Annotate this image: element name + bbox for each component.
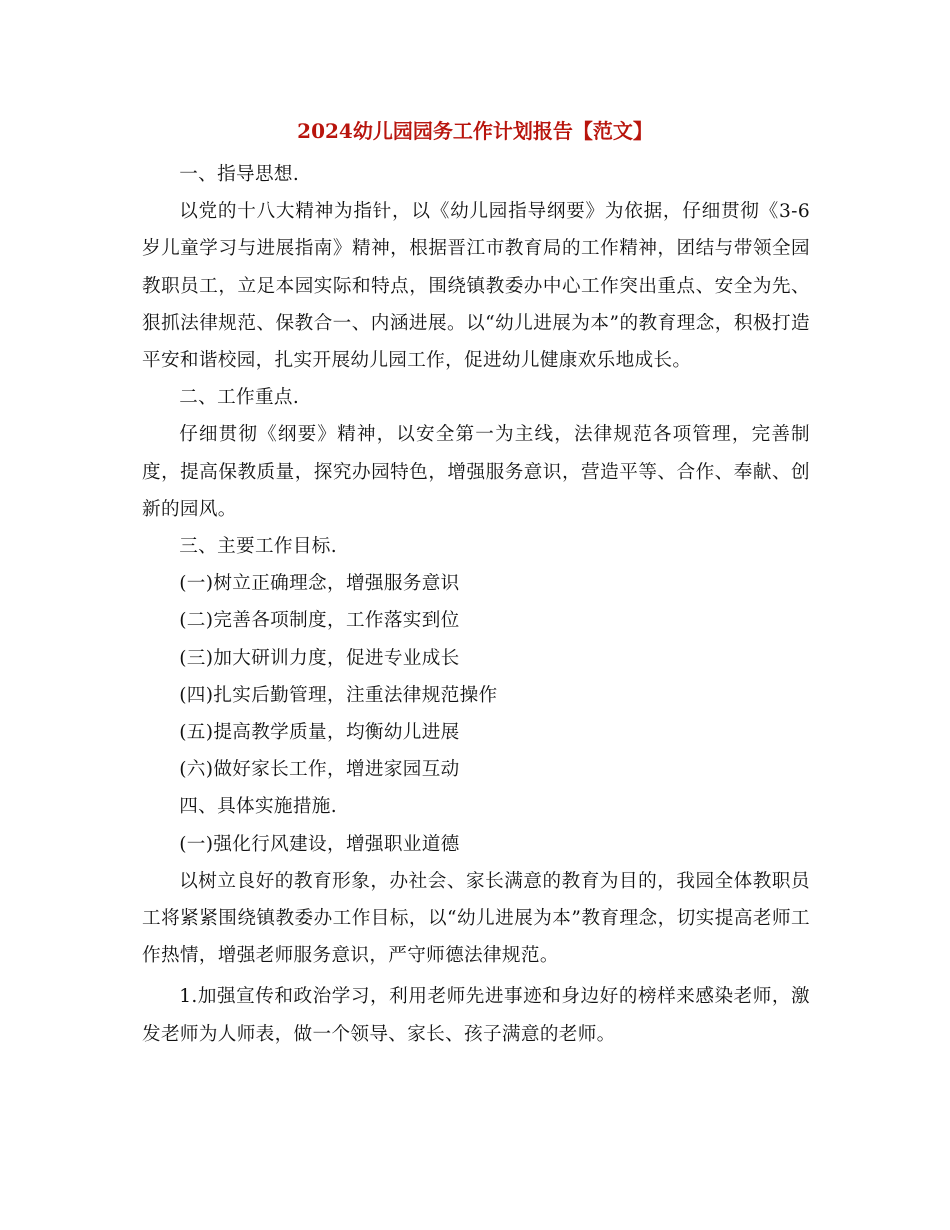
section-heading-guiding-thought: 一、指导思想. bbox=[179, 164, 300, 185]
goal-item-4: (四)扎实后勤管理，注重法律规范操作 bbox=[179, 684, 498, 706]
document-body bbox=[142, 156, 810, 1053]
goal-item-3: (三)加大研训力度，促进专业成长 bbox=[179, 647, 460, 669]
goal-item-2: (二)完善各项制度，工作落实到位 bbox=[179, 610, 460, 632]
section-heading-main-goals: 三、主要工作目标. bbox=[179, 536, 337, 558]
paragraph-guiding-thought: 以党的十八大精神为指针，以《幼儿园指导纲要》为依据，仔细贯彻《3-6岁儿童学习与进展指南》精神，根据晋江市教育局的工作精神，团结与带领全园教职员工，立足本园实际和特点，围绕镇教委办中心工作突出重点、安全为先、狠抓法律规范、保教合一、内涵进展。以“幼儿进展为本”的教育理念，积极打造平安和谐校园，扎实开展幼儿园工作，促进幼儿健康欢乐地成长。 bbox=[142, 201, 810, 372]
section-heading-work-focus: 二、工作重点. bbox=[179, 387, 300, 409]
goal-item-6: (六)做好家长工作，增进家园互动 bbox=[179, 759, 460, 781]
goal-item-1: (一)树立正确理念，增强服务意识 bbox=[179, 573, 460, 595]
paragraph-measure-1: 1.加强宣传和政治学习，利用老师先进事迹和身边好的榜样来感染老师，激发老师为人师表，做一个领导、家长、孩子满意的老师。 bbox=[142, 986, 810, 1045]
goal-item-5: (五)提高教学质量，均衡幼儿进展 bbox=[179, 722, 460, 744]
paragraph-work-focus: 仔细贯彻《纲要》精神，以安全第一为主线，法律规范各项管理，完善制度，提高保教质量，探究办园特色，增强服务意识，营造平等、合作、奉献、创新的园风。 bbox=[142, 424, 810, 520]
subsection-heading-ethics: (一)强化行风建设，增强职业道德 bbox=[179, 833, 460, 855]
section-heading-measures: 四、具体实施措施. bbox=[179, 796, 337, 818]
paragraph-ethics: 以树立良好的教育形象，办社会、家长满意的教育为目的，我园全体教职员工将紧紧围绕镇教委办工作目标，以“幼儿进展为本”教育理念，切实提高老师工作热情，增强老师服务意识，严守师德法律规范。 bbox=[142, 870, 810, 967]
document-title: 2024幼儿园园务工作计划报告【范文】 bbox=[297, 119, 653, 143]
